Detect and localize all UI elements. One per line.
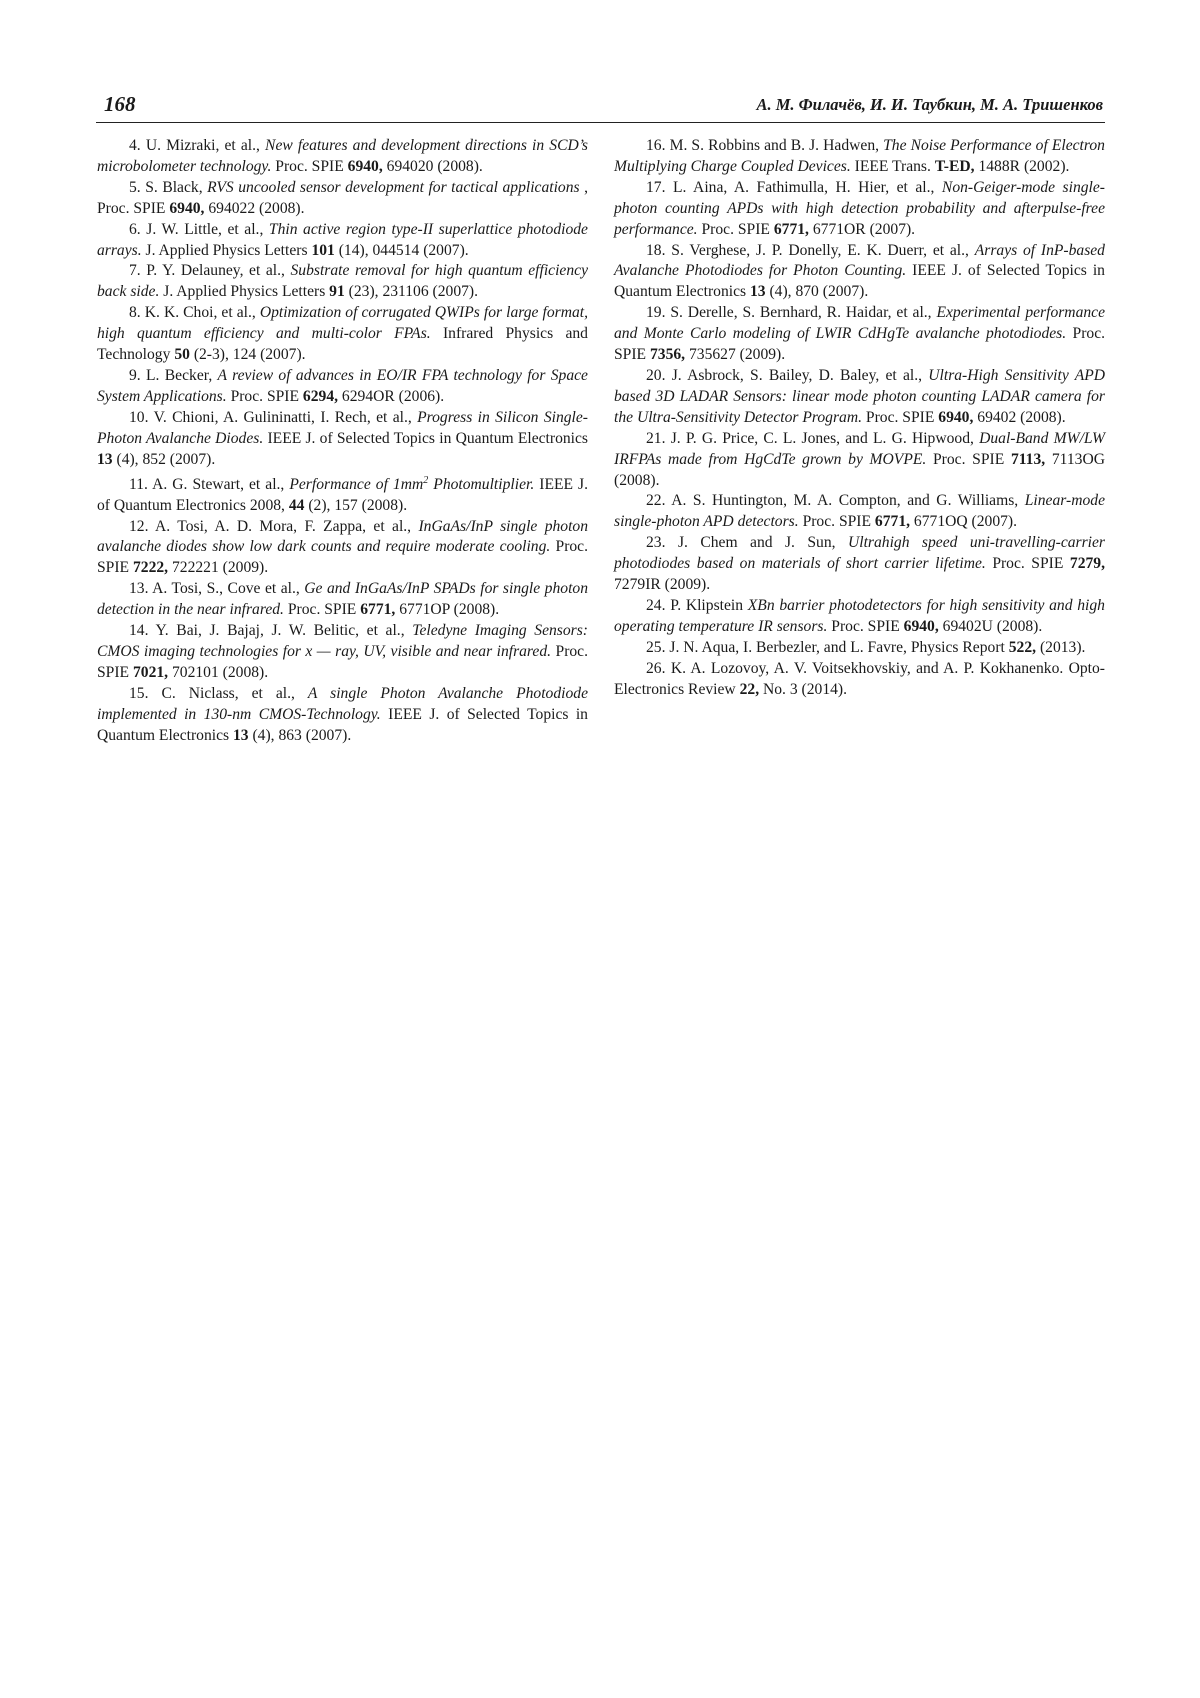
reference-volume: 7021,: [132, 663, 169, 681]
reference-details: 694020 (2008).: [386, 157, 483, 175]
reference-source: IEEE J. of Selected Topics in Quantum Electronics: [267, 429, 588, 447]
reference-details: (23), 231106 (2007).: [348, 283, 479, 301]
reference-details: 735627 (2009).: [688, 346, 786, 364]
reference-title-superscript: 2: [423, 474, 429, 486]
reference-authors: P. Klipstein: [670, 596, 744, 614]
reference-number: 11.: [129, 475, 148, 493]
reference-volume: 13: [97, 450, 113, 468]
reference-source: IEEE J. of Quantum Electronics 2008,: [97, 475, 589, 514]
reference-number: 6.: [129, 220, 141, 238]
reference-volume: 6771,: [773, 220, 809, 238]
reference-item: [614, 638, 1105, 659]
reference-volume: 7222,: [132, 559, 169, 577]
reference-number: 21.: [646, 429, 666, 447]
reference-title: A review of advances in EO/IR FPA technology for Space System Applications.: [97, 366, 588, 405]
reference-number: 7.: [129, 262, 141, 280]
reference-volume: 13: [232, 726, 249, 744]
reference-source: Proc. SPIE: [275, 157, 344, 175]
reference-volume: 6940,: [347, 157, 383, 175]
reference-authors: A. Tosi, A. D. Mora, F. Zappa, et al.,: [155, 517, 412, 535]
reference-number: 17.: [646, 178, 666, 196]
reference-authors: A. Tosi, S., Cove et al.,: [152, 580, 300, 598]
reference-details: (4), 870 (2007).: [769, 283, 869, 301]
references-column-left: [97, 136, 588, 746]
reference-authors: J. P. G. Price, C. L. Jones, and L. G. Hipwood,: [670, 429, 974, 447]
reference-number: 8.: [129, 304, 141, 322]
reference-volume: 6940,: [938, 408, 974, 426]
reference-item: [97, 303, 588, 366]
reference-number: 13.: [129, 580, 149, 598]
reference-title: InGaAs/InP single photon avalanche diodes show low dark counts and require moderate cooling.: [97, 517, 589, 556]
reference-number: 18.: [646, 241, 666, 259]
reference-details: 7113OG (2008).: [614, 450, 1106, 489]
reference-title: Ultrahigh speed uni-travelling-carrier photodiodes based on materials of short carrier lifetime.: [614, 534, 1105, 573]
reference-volume: 7279,: [1069, 555, 1105, 573]
reference-title: Experimental performance and Monte Carlo modeling of LWIR CdHgTe avalanche photodiodes.: [614, 304, 1106, 343]
reference-volume: 6771,: [360, 601, 396, 619]
reference-details: (2-3), 124 (2007).: [193, 346, 306, 364]
reference-source: Proc. SPIE: [701, 220, 770, 238]
reference-title: Ultra-High Sensitivity APD based 3D LADAR Sensors: linear mode photon counting LADAR camera for the Ultra-Sensitivity Detector Program.: [614, 366, 1106, 426]
page-header: [96, 86, 1105, 123]
reference-title: Linear-mode single-photon APD detectors.: [614, 492, 1105, 531]
reference-title: RVS uncooled sensor development for tactical applications: [207, 178, 580, 196]
reference-source: Proc. SPIE: [992, 555, 1064, 573]
reference-item: [614, 366, 1105, 429]
references-column-right: [614, 136, 1105, 700]
reference-number: 25.: [646, 638, 666, 656]
reference-details: 6771OR (2007).: [812, 220, 916, 238]
reference-details: 722221 (2009).: [171, 559, 269, 577]
reference-number: 9.: [129, 366, 141, 384]
reference-item: [97, 621, 588, 684]
reference-title: Performance of 1mm: [289, 475, 424, 493]
reference-source: IEEE J. of Selected Topics in Quantum Electronics: [97, 705, 588, 744]
reference-volume: 44: [288, 496, 305, 514]
reference-number: 20.: [646, 366, 666, 384]
reference-item: [614, 241, 1105, 304]
reference-number: 12.: [129, 517, 149, 535]
reference-number: 15.: [129, 684, 149, 702]
reference-authors: K. A. Lozovoy, A. V. Voitsekhovskiy, and A. P. Kokhanenko.: [670, 659, 1064, 677]
reference-title: The Noise Performance of Electron Multiplying Charge Coupled Devices.: [614, 137, 1105, 175]
reference-source: Opto-Electronics Review: [614, 659, 1105, 698]
reference-title: Non-Geiger-mode single-photon counting APDs with high detection probability and afterpulse-free performance.: [614, 178, 1105, 238]
reference-item: [614, 596, 1105, 638]
reference-source: Proc. SPIE: [614, 325, 1106, 364]
reference-authors: L. Aina, A. Fathimulla, H. Hier, et al.,: [673, 178, 935, 196]
reference-title-cont: Photomultiplier.: [433, 475, 535, 493]
reference-source: Proc. SPIE: [933, 450, 1005, 468]
reference-details: (4), 852 (2007).: [116, 450, 216, 468]
reference-volume: T-ED,: [934, 157, 975, 175]
reference-volume: 50: [174, 346, 190, 364]
reference-volume: 91: [329, 283, 345, 301]
reference-authors: J. Chem and J. Sun,: [677, 534, 836, 552]
reference-volume: 6294,: [302, 387, 339, 405]
reference-authors: L. Becker,: [146, 366, 213, 384]
reference-authors: A. G. Stewart, et al.,: [152, 475, 285, 493]
reference-item: [97, 261, 588, 303]
reference-title: New features and development directions in SCD’s microbolometer technology.: [97, 137, 588, 175]
reference-authors: K. K. Choi, et al.,: [144, 304, 256, 322]
reference-title: Optimization of corrugated QWIPs for large format, high quantum efficiency and multi-color FPAs.: [97, 304, 588, 343]
reference-authors: U. Mizraki, et al.,: [145, 137, 260, 154]
reference-details: (2013).: [1039, 638, 1086, 656]
reference-item: [614, 178, 1105, 241]
reference-item: [614, 533, 1105, 596]
reference-authors: P. Y. Delauney, et al.,: [146, 262, 285, 280]
reference-source: Proc. SPIE: [287, 601, 357, 619]
reference-volume: 7356,: [649, 346, 686, 364]
reference-details: (14), 044514 (2007).: [338, 241, 469, 259]
reference-title: Teledyne Imaging Sensors: CMOS imaging technologies for x — ray, UV, visible and near infrared.: [97, 622, 589, 660]
reference-details: 702101 (2008).: [171, 663, 269, 681]
reference-details: 1488R (2002).: [978, 157, 1070, 175]
reference-details: 6294OR (2006).: [341, 387, 445, 405]
reference-volume: 101: [311, 241, 335, 259]
reference-item: [97, 366, 588, 408]
reference-details: No. 3 (2014).: [763, 680, 848, 698]
reference-volume: 6940,: [169, 199, 205, 217]
reference-item: [97, 408, 588, 471]
reference-volume: 6771,: [874, 513, 911, 531]
reference-title: Ge and InGaAs/InP SPADs for single photon detection in the near infrared.: [97, 580, 589, 619]
reference-authors: J. Asbrock, S. Bailey, D. Baley, et al.,: [671, 366, 923, 384]
reference-source: J. Applied Physics Letters: [145, 241, 308, 259]
reference-item: [97, 471, 588, 517]
reference-details: 6771OP (2008).: [399, 601, 500, 619]
reference-number: 22.: [646, 492, 666, 510]
reference-number: 26.: [646, 659, 666, 677]
reference-number: 5.: [129, 178, 141, 196]
reference-details: 69402 (2008).: [977, 408, 1066, 426]
reference-volume: 6940,: [903, 617, 939, 635]
reference-source: Proc. SPIE: [97, 642, 588, 681]
page-number: 168: [104, 92, 136, 116]
reference-item: [97, 684, 588, 747]
reference-number: 4.: [129, 137, 141, 154]
reference-item: [97, 579, 588, 621]
reference-source: J. Applied Physics Letters: [163, 283, 326, 301]
reference-item: [97, 178, 588, 220]
reference-item: [97, 517, 588, 580]
reference-details: 7279IR (2009).: [614, 576, 711, 594]
reference-number: 24.: [646, 596, 666, 614]
reference-source: Proc. SPIE: [802, 513, 872, 531]
reference-authors: Y. Bai, J. Bajaj, J. W. Belitic, et al.,: [155, 622, 405, 640]
reference-item: [97, 220, 588, 262]
reference-authors: M. S. Robbins and B. J. Hadwen,: [669, 137, 880, 154]
reference-authors: J. N. Aqua, I. Berbezler, and L. Favre, Physics Report: [669, 638, 1005, 656]
reference-number: 19.: [646, 304, 666, 322]
reference-source: Infrared Physics and Technology: [97, 325, 588, 364]
reference-item: [614, 136, 1105, 178]
reference-item: [614, 303, 1105, 366]
reference-details: (4), 863 (2007).: [252, 726, 352, 744]
reference-item: [614, 491, 1105, 533]
reference-authors: V. Chioni, A. Gulininatti, I. Rech, et al.,: [153, 408, 412, 426]
reference-details: 694022 (2008).: [208, 199, 305, 217]
reference-authors: S. Verghese, J. P. Donelly, E. K. Duerr, et al.,: [671, 241, 969, 259]
reference-item: [614, 659, 1105, 701]
reference-volume: 13: [749, 283, 766, 301]
reference-title: Arrays of InP-based Avalanche Photodiodes for Photon Counting.: [614, 241, 1105, 280]
reference-authors: A. S. Huntington, M. A. Compton, and G. Williams,: [671, 492, 1019, 510]
reference-volume: 7113,: [1010, 450, 1046, 468]
reference-authors: C. Niclass, et al.,: [161, 684, 295, 702]
reference-authors: S. Derelle, S. Bernhard, R. Haidar, et al.,: [670, 304, 932, 322]
reference-title: Substrate removal for high quantum efficiency back side.: [97, 262, 588, 301]
reference-authors: S. Black,: [145, 178, 203, 196]
reference-source: Proc. SPIE: [97, 538, 588, 577]
reference-number: 14.: [129, 622, 149, 640]
reference-title: Progress in Silicon Single-Photon Avalanche Diodes.: [97, 408, 588, 447]
reference-title: A single Photon Avalanche Photodiode implemented in 130-nm CMOS-Technology.: [97, 684, 588, 723]
reference-source: , Proc. SPIE: [97, 178, 589, 217]
reference-item: [614, 429, 1105, 492]
reference-details: (2), 157 (2008).: [308, 496, 408, 514]
reference-number: 10.: [129, 408, 149, 426]
reference-volume: 522,: [1008, 638, 1037, 656]
reference-source: Proc. SPIE: [230, 387, 300, 405]
reference-source: IEEE J. of Selected Topics in Quantum Electronics: [614, 262, 1105, 301]
reference-source: Proc. SPIE: [831, 617, 900, 635]
reference-source: IEEE Trans.: [854, 157, 931, 175]
reference-details: 69402U (2008).: [942, 617, 1043, 635]
running-head-authors: А. М. Филачёв, И. И. Таубкин, М. А. Тришенков: [756, 95, 1103, 114]
reference-authors: J. W. Little, et al.,: [146, 220, 264, 238]
reference-number: 23.: [646, 534, 666, 552]
reference-title: XBn barrier photodetectors for high sensitivity and high operating temperature IR sensors.: [614, 596, 1105, 635]
reference-title: Thin active region type-II superlattice photodiode arrays.: [97, 220, 588, 259]
reference-details: 6771OQ (2007).: [913, 513, 1018, 531]
reference-source: Proc. SPIE: [865, 408, 935, 426]
reference-title: Dual-Band MW/LW IRFPAs made from HgCdTe grown by MOVPE.: [614, 429, 1105, 468]
reference-item: [97, 136, 588, 178]
reference-number: 16.: [646, 137, 666, 154]
reference-volume: 22,: [739, 680, 760, 698]
